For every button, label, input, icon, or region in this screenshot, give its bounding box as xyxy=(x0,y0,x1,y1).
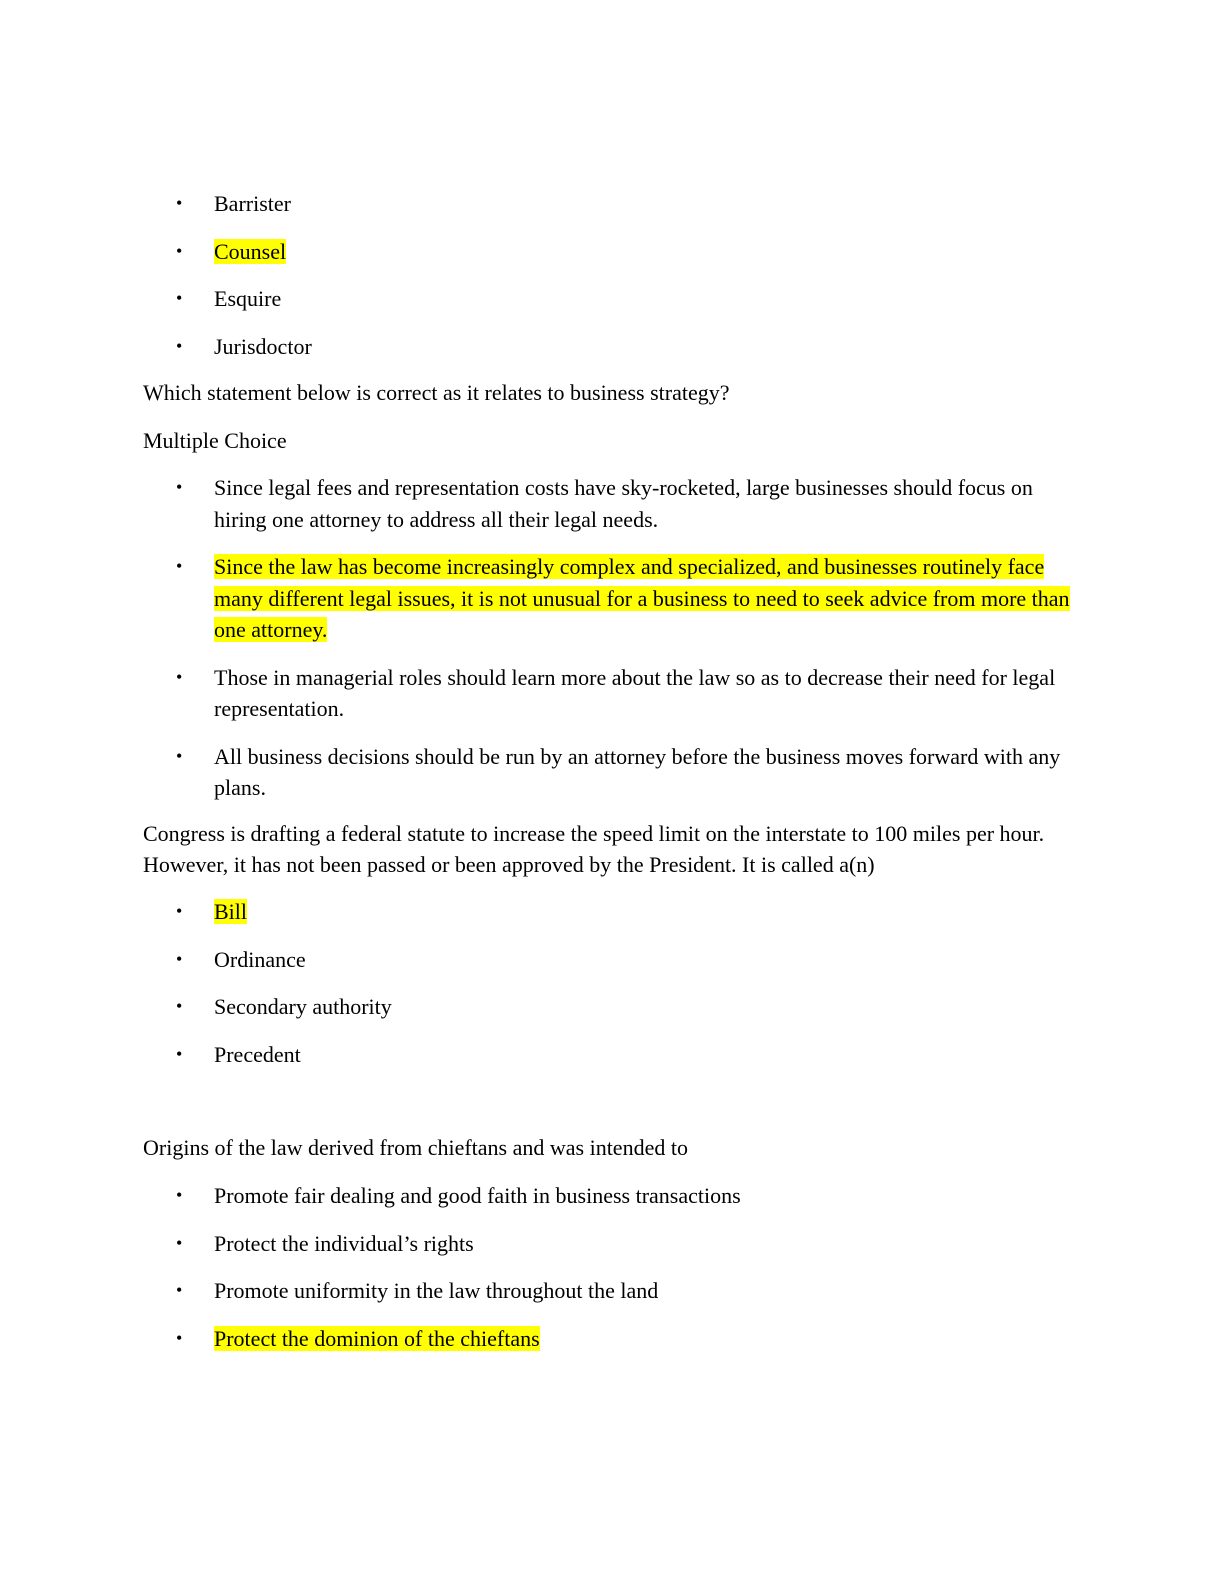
list-item xyxy=(0,283,1224,315)
q4-option-list xyxy=(0,1180,1224,1354)
list-item xyxy=(0,991,1224,1023)
bullet-icon: • xyxy=(176,996,183,1016)
question-text: Origins of the law derived from chieftans and was intended to xyxy=(143,1135,688,1160)
list-item xyxy=(0,1180,1224,1212)
list-item xyxy=(0,944,1224,976)
list-item xyxy=(0,472,1224,535)
option-text: Promote uniformity in the law throughout the land xyxy=(214,1278,659,1303)
list-item xyxy=(0,551,1224,646)
q2-type-block xyxy=(0,425,1224,456)
q1-options-block xyxy=(0,188,1224,378)
option-text: Protect the individual’s rights xyxy=(214,1230,474,1256)
question-type-label: Multiple Choice xyxy=(143,428,287,453)
list-item xyxy=(0,741,1224,804)
bullet-icon: • xyxy=(176,948,183,969)
q3-options-block xyxy=(0,896,1224,1086)
option-text: Barrister xyxy=(214,191,291,216)
option-text: Since legal fees and representation costs have sky-rocketed, large businesses should focus on hiring one attorney to address all their legal needs. xyxy=(214,475,1033,532)
option-text: Jurisdoctor xyxy=(214,333,312,359)
list-item xyxy=(0,1323,1224,1355)
option-text: Promote fair dealing and good faith in business transactions xyxy=(214,1183,741,1208)
option-text: Since the law has become increasingly complex and specialized, and businesses routinely face many different legal issues, it is not unusual for a business to need to seek advice from more than one attorney. xyxy=(214,554,1070,642)
bullet-icon: • xyxy=(176,666,183,687)
bullet-icon: • xyxy=(176,556,183,576)
question-text: Congress is drafting a federal statute to increase the speed limit on the interstate to 100 miles per hour. However, it has not been passed or been approved by the President. It is called a(n) xyxy=(143,821,1045,877)
bullet-icon: • xyxy=(176,1185,183,1205)
bullet-icon: • xyxy=(176,240,183,261)
option-text: Those in managerial roles should learn more about the law so as to decrease their need for legal representation. xyxy=(214,664,1056,721)
bullet-icon: • xyxy=(176,1232,183,1253)
list-item xyxy=(0,1228,1224,1260)
q3-option-list xyxy=(0,896,1224,1070)
list-item xyxy=(0,896,1224,928)
list-item xyxy=(0,1039,1224,1071)
bullet-icon: • xyxy=(176,1280,183,1300)
bullet-icon: • xyxy=(176,288,183,308)
q2-options-block xyxy=(0,472,1224,820)
bullet-icon: • xyxy=(176,477,183,497)
list-item xyxy=(0,236,1224,268)
list-item xyxy=(0,1275,1224,1307)
q2-question-block xyxy=(0,377,1224,408)
list-item xyxy=(0,331,1224,363)
q4-options-block xyxy=(0,1180,1224,1370)
bullet-icon: • xyxy=(176,1043,183,1064)
list-item xyxy=(0,662,1224,725)
q2-option-list xyxy=(0,472,1224,804)
bullet-icon: • xyxy=(176,901,183,921)
q1-option-list xyxy=(0,188,1224,362)
bullet-icon: • xyxy=(176,193,183,213)
option-text: Esquire xyxy=(214,286,282,311)
option-text: Ordinance xyxy=(214,946,306,972)
q4-question-block xyxy=(0,1132,1224,1163)
option-text: Precedent xyxy=(214,1041,301,1067)
option-text: All business decisions should be run by an attorney before the business moves forward with any plans. xyxy=(214,743,1061,800)
bullet-icon: • xyxy=(176,335,183,356)
option-text: Secondary authority xyxy=(214,994,392,1019)
list-item xyxy=(0,188,1224,220)
option-text: Counsel xyxy=(214,238,287,264)
bullet-icon: • xyxy=(176,1327,183,1348)
option-text: Bill xyxy=(214,899,248,924)
bullet-icon: • xyxy=(176,745,183,766)
question-text: Which statement below is correct as it relates to business strategy? xyxy=(143,380,730,405)
q3-question-block xyxy=(0,818,1224,880)
option-text: Protect the dominion of the chieftans xyxy=(214,1325,540,1351)
